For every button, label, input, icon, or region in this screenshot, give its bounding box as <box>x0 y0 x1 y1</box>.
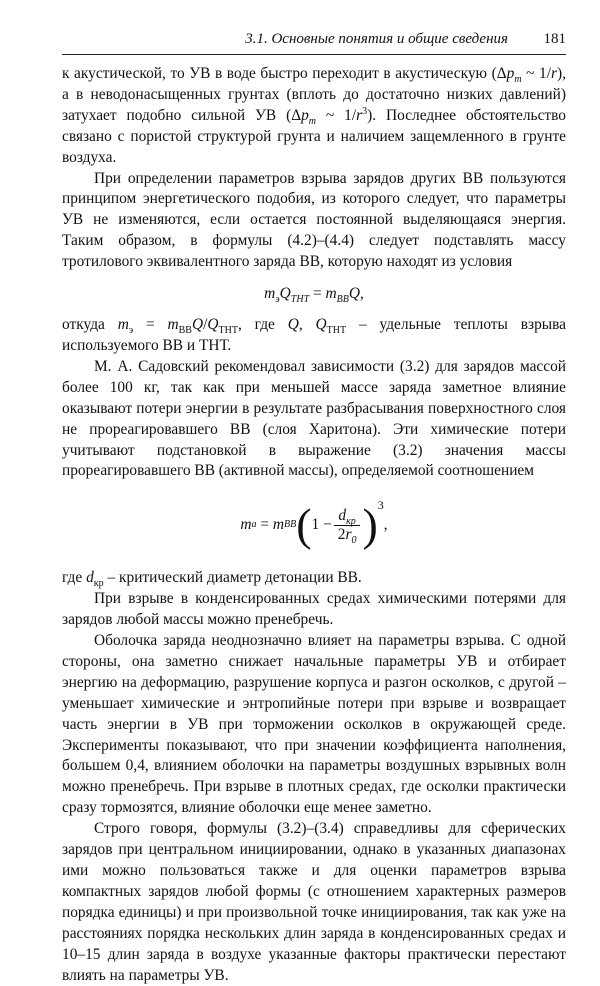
running-header <box>62 28 566 55</box>
equation-tnt-equivalent: $m_эQ_{ТНТ} = m_{ВВ}Q$, <box>264 285 364 306</box>
paragraph-6: При взрыве в конденсированных средах химическими потерями для зарядов любой массы можно пренебречь. <box>62 590 566 629</box>
fraction: $\frac{d_{кр}}{2r_0}$ <box>334 507 361 544</box>
paragraph-2: При определении параметров взрыва зарядов других ВВ пользуются принципом энергетического подобия, из которого следует, что параметры УВ не изменяются, если остается постоянной выделяющаяся энергия. Таким образом, в формулы (4.2)–(4.4) следует подставлять массу тротилового эквивалентного заряда ВВ, которую находят из условия <box>62 169 566 271</box>
text-body <box>62 64 566 986</box>
paragraph-3: откуда $m_э = m_{ВВ}Q/Q_{ТНТ}$, где Q, $Q_{ТНТ}$ – удельные теплоты взрыва используемого ВВ и ТНТ. <box>62 316 566 354</box>
paragraph-1: к акустической, то УВ в воде быстро переходит в акустическую ($\Delta p_m$ ~ 1/r), а в неводонасыщенных грунтах (вплоть до достаточно низких давлений) затухает подобно сильной УВ ($\Delta p_m$ ~ $1/r^3$). Последнее обстоятельство связано с пористой структурой грунта и наличием защемленного в грунте воздуха. <box>62 65 566 166</box>
page-number: 181 <box>543 31 566 47</box>
paragraph-8: Строго говоря, формулы (3.2)–(3.4) справедливы для сферических зарядов при центральном инициировании, однако в указанных диапазонах ими можно пользоваться также и для оценки параметров взрыва компактных зарядов любой формы (с отношением характерных размеров порядка единицы) и при произвольной точке инициирования, так как уже на расстояниях порядка нескольких длин заряда в конденсированных средах и 10–15 длин заряда в воздухе указанные факторы практически перестают влиять на параметры УВ. <box>62 820 566 984</box>
equation-active-mass: m а = m ВВ ( 1 − $\frac{d_{кр}}{2r_0}$ ) 3 , <box>240 497 388 551</box>
section-title: 3.1. Основные понятия и общие сведения <box>245 31 508 47</box>
paragraph-7: Оболочка заряда неоднозначно влияет на параметры взрыва. С одной стороны, она заметно снижает начальные параметры УВ и отбирает энергию на деформацию, разрушение корпуса и разгон осколков, с другой – уменьшает химические и энтропийные потери при взрыве и возвращает часть энергии в УВ при торможении осколков в окружающей среде. Эксперименты показывают, что при значении коэффициента наполнения, большем 0,4, влиянием оболочки на параметры воздушных взрывных волн можно пренебречь. При взрыве в плотных средах, где осколки практически сразу тормозятся, влияние оболочки еще менее заметно. <box>62 632 566 817</box>
paragraph-4: М. А. Садовский рекомендовал зависимости (3.2) для зарядов массой более 100 кг, так как при меньшей массе заряда заметное влияние оказывают потери энергии в результате разбрасывания поверхностного слоя не прореагировавшего ВВ (слоя Харитона). Эти химические потери учитывают подстановкой в выражение (3.2) значения массы прореагировавшего ВВ (активной массы), определяемой соотношением <box>62 357 566 480</box>
paragraph-5: где $d_{кр}$ – критический диаметр детонации ВВ. <box>62 569 362 590</box>
